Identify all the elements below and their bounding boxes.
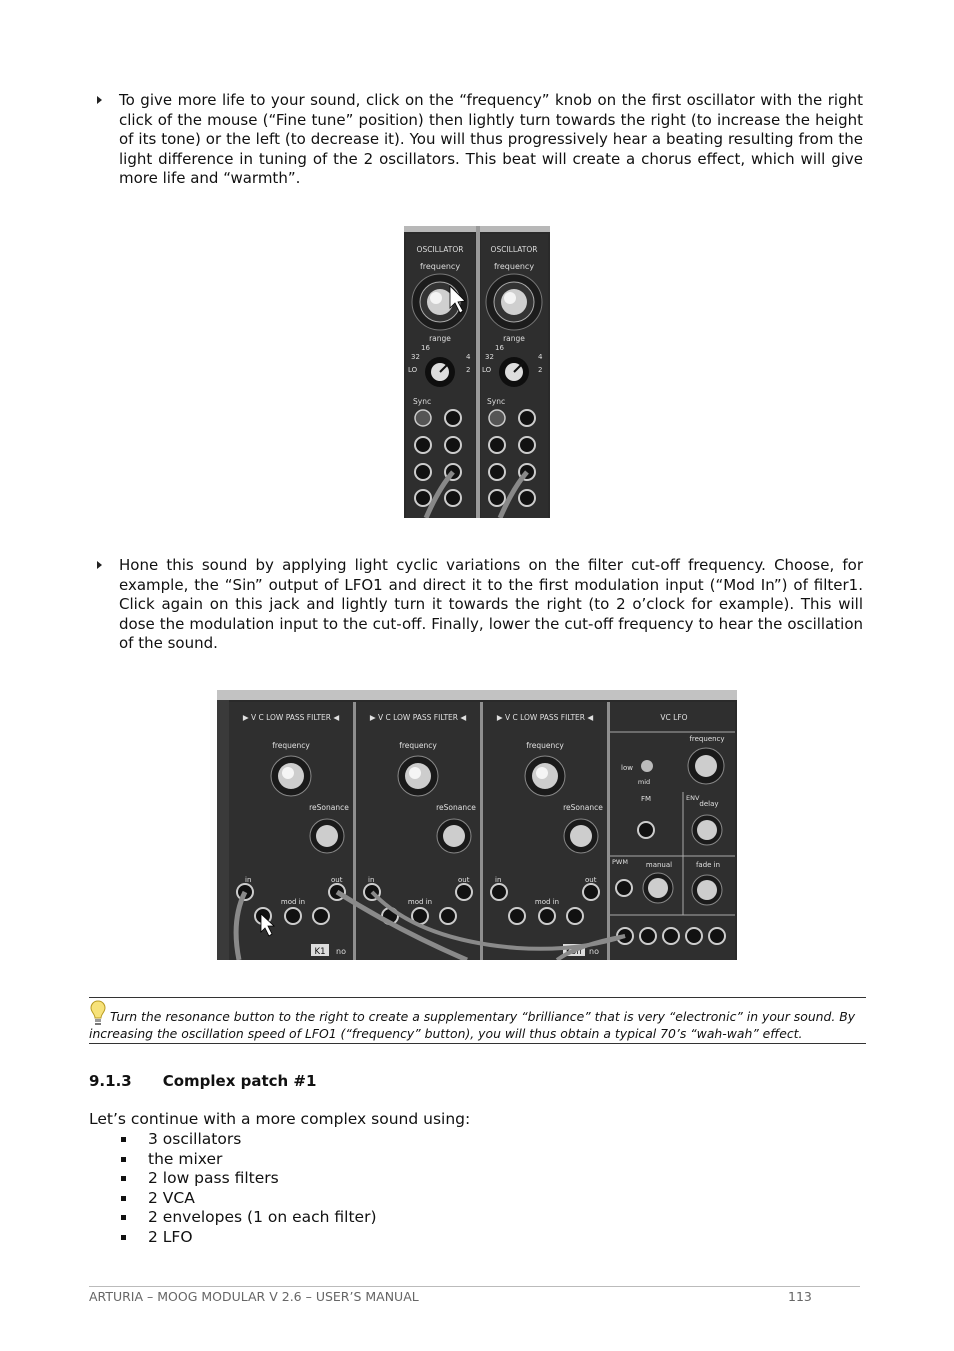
k1-label: K1 (314, 947, 326, 957)
frequency-label: frequency (272, 741, 310, 750)
footer-rule (89, 1286, 860, 1287)
section-title: Complex patch #1 (162, 1072, 317, 1090)
mid-label: mid (637, 778, 651, 786)
low-label: low (621, 764, 633, 772)
lfo-frequency-label: frequency (689, 735, 725, 743)
manual-label: manual (645, 861, 673, 869)
range-tick-2: 2 (466, 366, 471, 374)
range-tick-16: 16 (495, 344, 504, 352)
filter-module-1 (229, 702, 356, 960)
no-label: no (589, 947, 599, 956)
out-label: out (331, 876, 343, 884)
square-bullet-icon (121, 1235, 126, 1240)
range-tick-4: 4 (466, 353, 471, 361)
square-bullet-icon (121, 1176, 126, 1181)
range-label: range (429, 334, 451, 343)
sync-label: Sync (413, 397, 432, 406)
list-item: 2 LFO (119, 1228, 377, 1248)
range-tick-4: 4 (538, 353, 543, 361)
range-tick-32: 32 (411, 353, 420, 361)
filter-module-2 (356, 702, 483, 960)
square-bullet-icon (121, 1196, 126, 1201)
pwm-label: PWM (612, 858, 628, 866)
resonance-label: reSonance (309, 803, 349, 812)
bullet-arrow-icon (97, 96, 102, 104)
oscillator-module-2 (481, 234, 548, 518)
delay-label: delay (699, 800, 719, 808)
intro-text: Let’s continue with a more complex sound using: (89, 1110, 471, 1128)
bullet-arrow-icon (97, 561, 102, 569)
oscillator-figure (404, 226, 550, 518)
square-bullet-icon (121, 1157, 126, 1162)
mod-in-label: mod in (534, 898, 560, 906)
sync-label: Sync (487, 397, 506, 406)
list-item: 2 envelopes (1 on each filter) (119, 1208, 377, 1228)
oscillator-module-1 (406, 234, 475, 518)
frequency-label: frequency (399, 741, 437, 750)
frequency-label: frequency (526, 741, 564, 750)
list-item: 3 oscillators (119, 1130, 377, 1150)
square-bullet-icon (121, 1215, 126, 1220)
list-item: 2 low pass filters (119, 1169, 377, 1189)
frequency-label: frequency (493, 262, 535, 271)
out-label: out (458, 876, 470, 884)
fm-label: FM (640, 795, 652, 803)
mod-in-label: mod in (280, 898, 306, 906)
fade-in-label: fade in (695, 861, 721, 869)
oscillator-title: OSCILLATOR (490, 245, 538, 254)
filter-title: ▶ V C LOW PASS FILTER ◀ (369, 713, 467, 722)
range-tick-lo: LO (482, 366, 492, 374)
frequency-label: frequency (419, 262, 461, 271)
tip-box (89, 997, 866, 1044)
range-tick-16: 16 (421, 344, 430, 352)
oscillator-title: OSCILLATOR (416, 245, 464, 254)
page-number: 113 (788, 1289, 812, 1304)
filter-title: ▶ V C LOW PASS FILTER ◀ (242, 713, 340, 722)
filter-module-3 (483, 702, 610, 960)
in-label: in (245, 876, 252, 884)
lfo-module (610, 702, 735, 960)
filter-lfo-figure (217, 690, 737, 960)
lfo-title: VC LFO (660, 713, 688, 722)
range-tick-32: 32 (485, 353, 494, 361)
list-item: the mixer (119, 1150, 377, 1170)
out-label: out (585, 876, 597, 884)
mod-in-label: mod in (407, 898, 433, 906)
env-label: ENV (686, 794, 700, 802)
footer-title: ARTURIA – MOOG MODULAR V 2.6 – USER’S MANUAL (89, 1289, 419, 1304)
square-bullet-icon (121, 1137, 126, 1142)
component-list (119, 1130, 377, 1248)
tip-text: Turn the resonance button to the right to create a supplementary “brilliance” that is very “electronic” in your sound. By increasing the oscillation speed of LFO1 (“frequency” button), you will thus obtain a typical 70’s “wah-wah” effect. (89, 1009, 856, 1041)
in-label: in (495, 876, 502, 884)
paragraph-fine-tune: To give more life to your sound, click on the “frequency” knob on the first oscillator with the right click of the mouse (“Fine tune” position) then lightly turn towards the right (to increase the height of its tone) or the left (to decrease it). You will thus progressively hear a beating resulting from the light difference in tuning of the 2 oscillators. This beat will create a chorus effect, which will give more life and “warmth”. (119, 91, 863, 188)
koff-label: Koff (565, 947, 583, 957)
section-number: 9.1.3 (89, 1072, 132, 1090)
range-label: range (503, 334, 525, 343)
range-tick-lo: LO (408, 366, 418, 374)
no-label: no (336, 947, 346, 956)
paragraph-filter-modulation: Hone this sound by applying light cyclic variations on the filter cut-off frequency. Choose, for example, the “Sin” output of LFO1 and direct it to the first modulation input (“Mod In”) of filter1. Click again on this jack and lightly turn it towards the right (to 2 o’clock for example). This will dose the modulation input to the cut-off. Finally, lower the cut-off frequency to hear the oscillation of the sound. (119, 556, 863, 653)
list-item: 2 VCA (119, 1189, 377, 1209)
filter-title: ▶ V C LOW PASS FILTER ◀ (496, 713, 594, 722)
resonance-label: reSonance (436, 803, 476, 812)
range-tick-2: 2 (538, 366, 543, 374)
resonance-label: reSonance (563, 803, 603, 812)
section-heading (89, 1072, 316, 1090)
in-label: in (368, 876, 375, 884)
